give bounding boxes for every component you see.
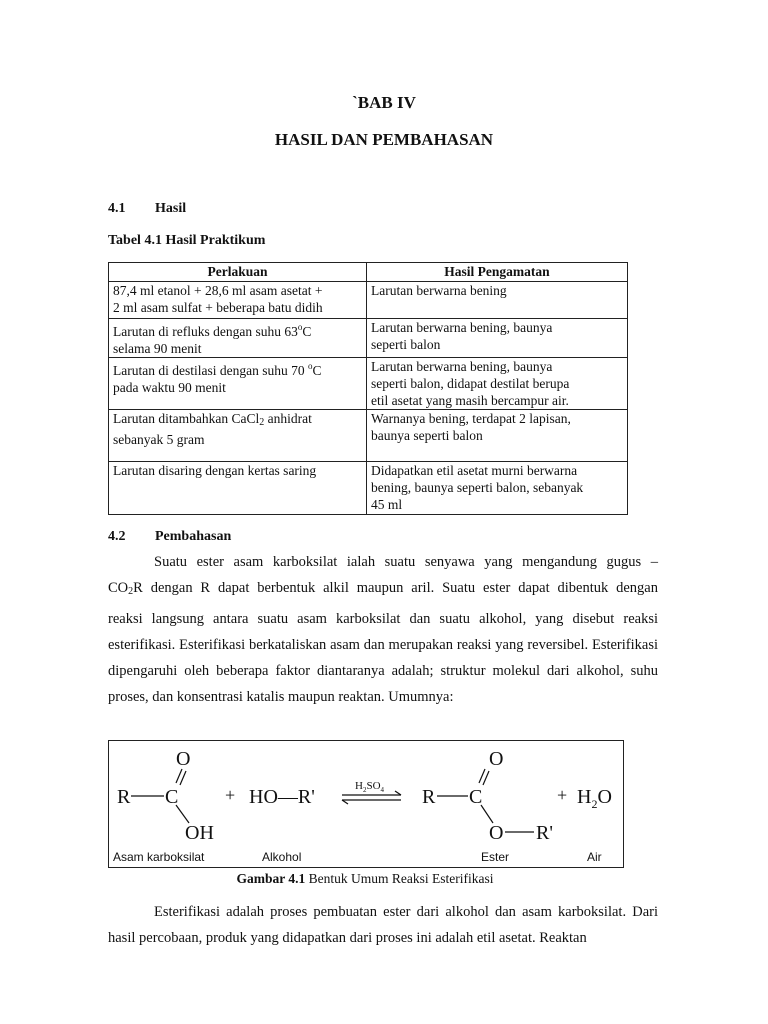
- table-cell-perlakuan: Larutan disaring dengan kertas saring: [109, 462, 367, 515]
- bond-line: [180, 771, 186, 785]
- table-cell-hasil: Larutan berwarna bening, baunya seperti balon, didapat destilat berupa etil asetat yang masih bercampur air.: [367, 358, 628, 410]
- table-cell-perlakuan: Larutan ditambahkan CaCl$_2$ anhidrat sebanyak 5 gram: [109, 410, 367, 462]
- section-title: Hasil: [155, 201, 187, 216]
- plus-sign: +: [225, 785, 236, 805]
- ester-o-top: O: [489, 748, 504, 770]
- section-number: 4.2: [108, 529, 126, 544]
- table-row: [109, 462, 628, 515]
- water-formula: $H_2O$: [577, 786, 612, 811]
- table-cell-hasil: Warnanya bening, terdapat 2 lapisan, baunya seperti balon: [367, 410, 628, 462]
- section-title: Pembahasan: [155, 529, 232, 544]
- bond-line: [483, 771, 489, 785]
- table-cell-perlakuan: Larutan di destilasi dengan suhu 70 $^o$C pada waktu 90 menit: [109, 358, 367, 410]
- alcohol-label: Alkohol: [262, 850, 302, 864]
- table-caption: Tabel 4.1 Hasil Praktikum: [108, 233, 266, 248]
- table-row: [109, 319, 628, 358]
- section-number: 4.1: [108, 201, 126, 216]
- reaction-figure: [108, 740, 624, 868]
- table-row: [109, 358, 628, 410]
- table-header-perlakuan: Perlakuan: [109, 263, 367, 282]
- table-cell-hasil: Larutan berwarna bening: [367, 282, 628, 319]
- acid-r: R: [117, 786, 131, 808]
- acid-c: C: [165, 786, 179, 808]
- acid-oh: OH: [185, 822, 214, 844]
- ester-c: C: [469, 786, 483, 808]
- table-row: [109, 282, 628, 319]
- esterification-scheme: [109, 741, 623, 867]
- ester-label: Ester: [481, 850, 510, 864]
- acid-o-top: O: [176, 748, 191, 770]
- chapter-title: HASIL DAN PEMBAHASAN: [274, 130, 494, 149]
- paragraph: Esterifikasi adalah proses pembuatan ester dari alkohol dan asam karboksilat. Dari hasil percobaan, produk yang didapatkan dari proses ini adalah etil asetat. Reaktan: [108, 904, 658, 947]
- table-cell-hasil: Larutan berwarna bening, baunya seperti balon: [367, 319, 628, 358]
- ester-o-bottom: O: [489, 822, 504, 844]
- table-row: [109, 410, 628, 462]
- bond-line: [481, 805, 493, 823]
- bond-line: [176, 805, 189, 823]
- bond-line: [176, 769, 182, 783]
- chapter-number: `BAB IV: [352, 93, 416, 112]
- alcohol-formula: HO—R': [249, 786, 315, 808]
- ester-r-prime: R': [536, 822, 553, 844]
- catalyst-label: $H_2SO_4$: [355, 780, 385, 794]
- acid-label: Asam karboksilat: [113, 850, 205, 864]
- table-cell-perlakuan: Larutan di refluks dengan suhu 63$^o$C selama 90 menit: [109, 319, 367, 358]
- water-label: Air: [587, 850, 602, 864]
- figure-caption: Gambar 4.1 Bentuk Umum Reaksi Esterifikasi: [236, 871, 494, 886]
- table-cell-perlakuan: 87,4 ml etanol + 28,6 ml asam asetat + 2 ml asam sulfat + beberapa batu didih: [109, 282, 367, 319]
- bond-line: [479, 769, 485, 783]
- paragraph: Suatu ester asam karboksilat ialah suatu senyawa yang mengandung gugus – $CO_2R$ dengan R dapat berbentuk alkil maupun aril. Suatu ester dapat dibentuk dengan reaksi langsung antara suatu asam karboksilat dan suatu alkohol, yang disebut reaksi esterifikasi. Esterifikasi berkataliskan asam dan merupakan reaksi yang reversibel. Esterifikasi dipengaruhi oleh beberapa faktor diantaranya adalah; struktur molekul dari alkohol, suhu proses, dan konsentrasi katalis maupun reaktan. Umumnya:: [108, 554, 658, 706]
- plus-sign: +: [557, 785, 568, 805]
- table-cell-hasil: Didapatkan etil asetat murni berwarna bening, baunya seperti balon, sebanyak 45 ml: [367, 462, 628, 515]
- table-header-hasil: Hasil Pengamatan: [367, 263, 628, 282]
- ester-r: R: [422, 786, 436, 808]
- results-table: [108, 262, 628, 515]
- table-header-row: [109, 263, 628, 282]
